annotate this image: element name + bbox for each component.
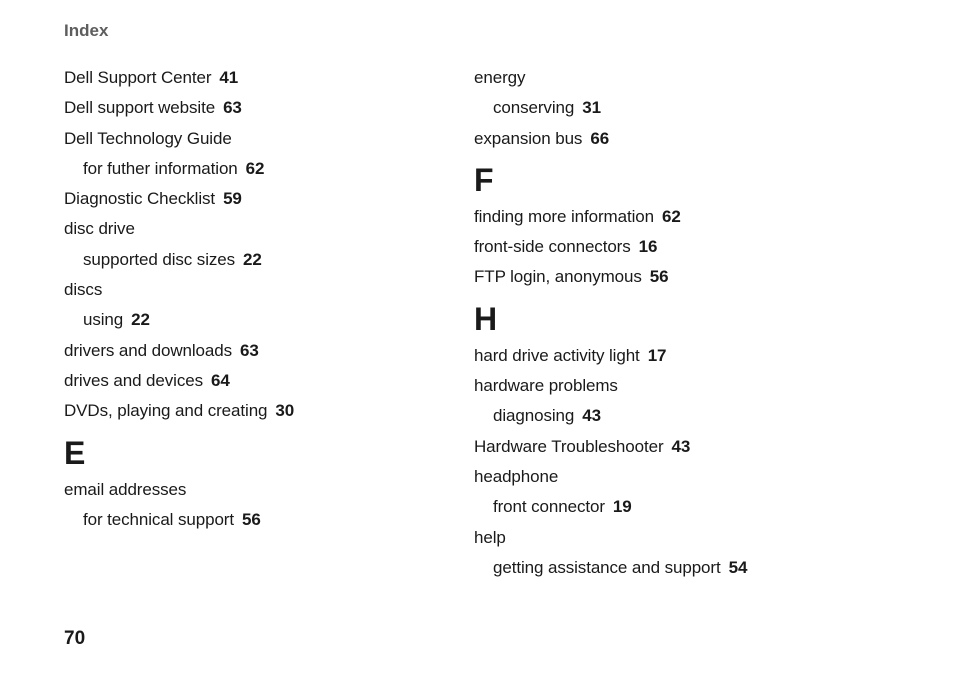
index-subentry [474, 93, 854, 123]
index-term: Dell Support Center [64, 68, 212, 87]
page-reference: 41 [219, 68, 239, 87]
index-entry [64, 475, 444, 505]
page-reference: 64 [211, 370, 230, 390]
index-term: email addresses [64, 479, 187, 499]
section-letter: F [474, 161, 494, 198]
index-term: Hardware Troubleshooter [474, 436, 664, 456]
index-term: drivers and downloads [64, 340, 232, 360]
index-entry [474, 124, 854, 154]
index-entry [64, 336, 444, 366]
index-entry [474, 432, 854, 462]
index-subentry [64, 245, 444, 275]
index-entry [474, 63, 854, 93]
index-subentry [64, 305, 444, 335]
index-term: front-side connectors [474, 237, 631, 257]
index-term: disc drive [64, 219, 135, 239]
index-term: hard drive activity light [474, 345, 640, 365]
index-entry [474, 232, 854, 262]
page-reference: 19 [612, 497, 632, 517]
index-term: Dell support website [64, 98, 216, 118]
index-subentry [474, 401, 854, 431]
page-reference: 66 [590, 128, 610, 148]
index-entry [64, 396, 444, 426]
page-reference: 56 [649, 267, 669, 287]
page-reference: 30 [275, 401, 295, 421]
index-term: supported disc sizes [83, 249, 236, 269]
index-term: energy [474, 68, 526, 87]
index-subentry [64, 505, 444, 535]
index-term: for technical support [83, 509, 234, 529]
index-term: Dell Technology Guide [64, 128, 232, 148]
index-term: for futher information [83, 158, 238, 178]
page-reference: 63 [223, 98, 242, 118]
page-reference: 62 [661, 206, 681, 226]
page-reference: 22 [131, 310, 150, 330]
index-subentry [64, 154, 444, 184]
index-column-right [474, 63, 854, 583]
index-entry [474, 462, 854, 492]
index-term: discs [64, 280, 103, 300]
index-subentry [474, 492, 854, 522]
index-entry [474, 262, 854, 292]
index-entry [64, 366, 444, 396]
index-term: diagnosing [493, 406, 575, 426]
index-entry [64, 184, 444, 214]
index-entry [474, 523, 854, 553]
section-letter: H [474, 300, 498, 337]
index-term: Diagnostic Checklist [64, 189, 216, 209]
page-reference: 59 [223, 189, 242, 209]
page-reference: 43 [671, 436, 691, 456]
index-term: front connector [493, 497, 605, 517]
index-entry [64, 63, 444, 93]
page-reference: 62 [245, 158, 265, 178]
page-reference: 22 [243, 249, 262, 269]
index-entry [474, 371, 854, 401]
section-letter: E [64, 434, 86, 471]
page-reference: 31 [582, 98, 601, 118]
index-term: FTP login, anonymous [474, 267, 642, 287]
index-entry [64, 275, 444, 305]
index-term: hardware problems [474, 376, 618, 396]
index-term: expansion bus [474, 128, 583, 148]
index-term: help [474, 527, 506, 547]
page-reference: 54 [728, 557, 748, 577]
page-reference: 16 [638, 237, 658, 257]
running-head: Index [64, 21, 109, 40]
index-entry [64, 93, 444, 123]
index-term: getting assistance and support [493, 557, 721, 577]
index-subentry [474, 553, 854, 583]
index-term: headphone [474, 466, 559, 486]
index-column-left [64, 63, 444, 535]
index-term: drives and devices [64, 370, 203, 390]
index-entry [474, 341, 854, 371]
index-term: conserving [493, 98, 575, 118]
index-term: DVDs, playing and creating [64, 401, 268, 421]
page-reference: 56 [241, 509, 261, 529]
index-entry [64, 124, 444, 154]
page-reference: 17 [647, 345, 667, 365]
page-reference: 43 [582, 406, 601, 426]
index-entry [64, 214, 444, 244]
page-reference: 63 [240, 340, 259, 360]
page-number: 70 [64, 628, 86, 649]
index-entry [474, 202, 854, 232]
index-term: finding more information [474, 206, 654, 226]
index-term: using [83, 310, 124, 330]
